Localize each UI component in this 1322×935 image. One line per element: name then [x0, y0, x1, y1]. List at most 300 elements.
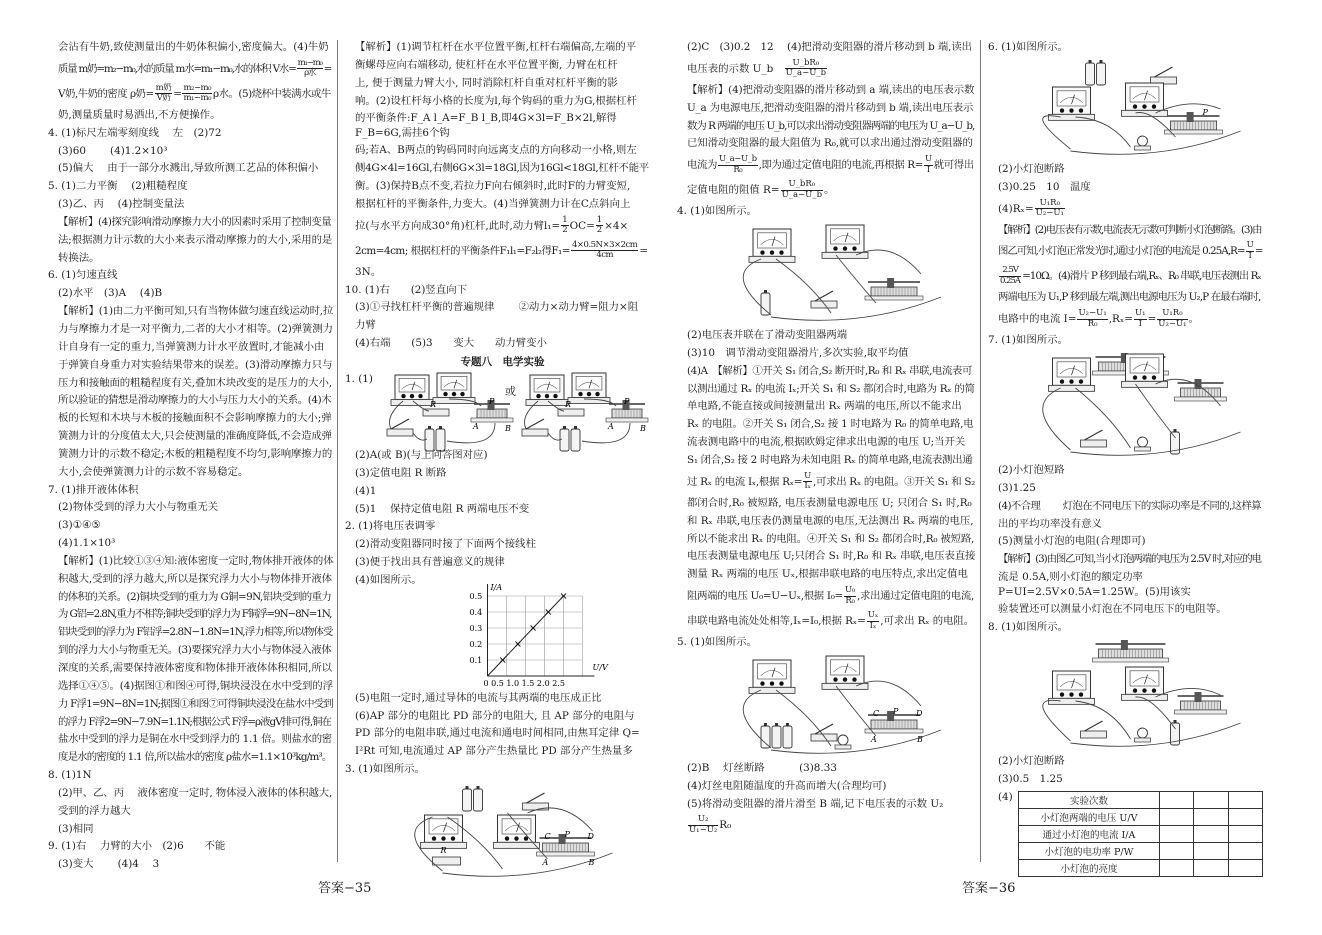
text-segment: (2)电压表并联在了滑动变阻器两端 [687, 329, 848, 342]
text-segment: = [323, 62, 332, 75]
text-line [58, 749, 333, 767]
denominator: ρ水 [304, 68, 316, 79]
text-segment: U_a 为电源电压,把滑动变阻器的滑片移动到 b 端,读出电压表示 [687, 101, 974, 114]
numerator: m₁−m₀ [297, 57, 322, 68]
question-answer-line [988, 619, 1263, 637]
numerator: 1 [562, 214, 568, 225]
text-segment: (5)电阻一定时,通过导体的电流与其两端的电压成正比 [355, 691, 602, 704]
text-segment: PD 部分的电阻串联,通过电流和通电时间相同,由焦耳定律 Q= [355, 727, 640, 740]
text-segment: (3)60 (4)1.2×10³ [58, 144, 168, 157]
numerator: U [924, 154, 932, 165]
fraction [867, 611, 880, 631]
diagram-label: A [608, 421, 614, 431]
text-line [998, 533, 1263, 551]
text-segment: 【解析】(1)比较①③④知:液体密度一定时,物体排开液体的体 [58, 554, 334, 567]
text-segment: 2. (1)将电压表调零 [345, 520, 436, 533]
text-segment: Rₓ 的电阻。②开关 S₁ 闭合,S₂ 接 1 时电路为 R₀ 的简单电路,电 [687, 418, 974, 431]
diagram-label: A [542, 857, 549, 867]
text-segment: 【解析】(2)电压表有示数,电流表无示数可判断小灯泡断路。(3)由 [998, 223, 1262, 236]
text-segment: 盐水中受到的浮力是铜在水中受到浮力的 1.1 倍。则盐水的密 [58, 733, 332, 746]
switch-icon [387, 419, 413, 436]
text-line [58, 642, 333, 660]
circuit-3-diagram [355, 779, 650, 883]
diagram-label: D [587, 831, 594, 841]
denominator: R₀ [1087, 318, 1098, 329]
diagram-label: R [440, 845, 447, 855]
text-segment: (3)0.25 10 温度 [998, 180, 1091, 193]
text-line [687, 513, 975, 531]
text-segment: 8. (1)如图所示。 [988, 620, 1068, 633]
text-segment: 深度的关系,需要保持液体密度和物体排开液体体积相同,所以 [58, 662, 332, 674]
voltmeter-icon [749, 229, 795, 262]
text-segment: ×4× [604, 219, 629, 232]
text-segment: 簧测力计的示数不稳定;木板的粗糙程度不均匀,影响摩擦力的 [58, 447, 333, 460]
column-divider [337, 40, 338, 862]
text-line [58, 714, 333, 732]
text-line [355, 501, 650, 519]
text-segment: 测量 Rₓ 两端的电压 Uₓ,根据串联电路的电压特点,求出定值电 [687, 568, 968, 581]
text-segment: (2)水平 (3)A (4)B [58, 287, 163, 300]
text-segment: 法;根据测力计示数的大小来表示滑动摩擦力的大小,采用的是 [58, 233, 333, 246]
row-header: 小灯泡两端的电压 U/V [1019, 808, 1160, 825]
question-answer-line [345, 518, 650, 536]
text-line [355, 465, 650, 483]
y-tick-label: 0.5 [469, 591, 483, 601]
numerator: U_bR₀ [785, 59, 827, 70]
diagram-label: P [564, 829, 570, 839]
page-35-column-2 [345, 39, 650, 883]
text-segment: 出的平均功率没有意义 [998, 517, 1102, 530]
text-line [58, 589, 333, 607]
text-line [687, 584, 975, 609]
empty-cell [1228, 859, 1262, 876]
text-line [58, 499, 333, 517]
wire [771, 730, 941, 753]
rheostat-icon [865, 278, 923, 300]
text-segment: V奶,牛奶的密度 ρ奶= [58, 87, 154, 100]
battery-icon [463, 786, 483, 811]
numerator: 2.5V [999, 266, 1021, 277]
text-line [687, 548, 975, 566]
text-line [58, 660, 333, 678]
text-line [58, 214, 333, 232]
text-segment: 转换法。 [58, 251, 100, 264]
question-answer-line [48, 767, 333, 785]
text-segment: (6)AP 部分的电阻比 PD 部分的电阻大, 且 AP 部分的电阻与 [355, 709, 635, 722]
diagram-label: B [917, 734, 923, 744]
text-line [998, 264, 1263, 289]
text-line [58, 624, 333, 642]
switch-icon [523, 793, 549, 810]
wire [1071, 131, 1241, 154]
text-segment: 的体积的关系。(2)铜块受到的重力为 G铜=9N,铝块受到的重力 [58, 590, 332, 603]
text-segment: 铝块受到的浮力为 F铝浮=2.8N−1.8N=1N,浮力相等,所以物体受 [58, 626, 333, 639]
text-segment: 【解析】(1)由二力平衡可知,只有当物体做匀速直线运动时,拉 [58, 305, 334, 318]
text-segment: (2)小灯泡断路 [998, 162, 1065, 175]
question-answer-line [988, 332, 1263, 350]
text-segment: (4)1 [355, 484, 377, 497]
text-segment: 过 Rₓ 的电流 Iₓ,根据 Rₓ= [687, 475, 803, 488]
text-segment: 图乙可知,小灯泡正常发光时,通过小灯泡的电流是 0.25A,R= [998, 245, 1245, 258]
text-line [58, 39, 333, 57]
empty-cell [1228, 791, 1262, 808]
numerator: U₁R₀ [1035, 199, 1065, 210]
text-segment: 6. (1)匀速直线 [48, 269, 118, 282]
text-segment: 电流为 [687, 159, 717, 172]
wire [1043, 388, 1071, 450]
light-bulb-icon [835, 735, 851, 749]
fraction [781, 180, 823, 200]
fraction [785, 59, 827, 79]
wire [528, 808, 593, 831]
text-line [687, 609, 975, 634]
text-line [355, 743, 650, 761]
text-line [687, 153, 975, 178]
column-divider [980, 40, 981, 862]
circuit-6-diagram [998, 57, 1263, 161]
table-row [1019, 808, 1263, 825]
denominator: I [1138, 318, 1142, 329]
text-line [58, 303, 333, 321]
text-segment: 数为 R 两端的电压 U_b,可以求出滑动变阻器两端的电压为 U_a−U_b, [687, 119, 975, 132]
text-line [998, 197, 1263, 222]
text-segment: 已知滑动变阻器的最大阻值为 R₀,就可以求出通过滑动变阻器的 [687, 137, 973, 150]
text-segment: 受到的浮力越大 [58, 804, 131, 817]
switch-icon [811, 724, 837, 741]
text-segment: 大小,会使弹簧测力计的示数不容易稳定。 [58, 465, 249, 478]
text-segment: 板的长短和木块与木板的接触面积不会影响摩擦力的大小;弹 [58, 412, 332, 425]
text-segment: (4)如图所示。 [355, 573, 422, 586]
wire [1043, 700, 1071, 741]
text-segment: (2)甲、乙、丙 液体密度一定时, 物体浸入液体的体积越大, [58, 786, 333, 799]
text-line [687, 118, 975, 136]
battery-icon [1086, 60, 1106, 85]
wire [836, 255, 876, 303]
wire [1076, 117, 1131, 147]
text-line [58, 196, 333, 214]
denominator: Iₓ [869, 620, 877, 631]
text-segment: 4. (1)如图所示。 [677, 205, 757, 218]
text-segment: (3)变大 (4)4 3 [58, 858, 160, 871]
rheostat-icon [1175, 692, 1227, 714]
text-line [355, 447, 650, 465]
text-segment: 会沾有牛奶,致使测量出的牛奶体积偏小,密度偏大。(4)牛奶 [58, 41, 329, 53]
text-segment: 侧4G×4l=16Gl,右侧6G×3l=18Gl,因为16Gl<18Gl,杠杆不能平 [355, 162, 649, 175]
empty-cell [1159, 791, 1193, 808]
figure-circuit-7 [998, 350, 1263, 462]
text-line [687, 452, 975, 470]
text-segment: 都闭合时,R₀ 被短路, 电压表测量电源电压 U; 只闭合 S₁ 时,R₀ [687, 496, 972, 509]
numerator: m₂−m₀ [183, 82, 212, 93]
fraction [688, 815, 718, 835]
numerator: U [804, 470, 812, 481]
text-line [58, 285, 333, 303]
text-segment: 的平衡条件:F_A l_A=F_B l_B,即4G×3l=F_B×2l,解得F_B=6G,需挂6个钩 [355, 112, 617, 140]
fraction [1246, 241, 1254, 261]
resistor-icon [558, 409, 584, 416]
numerator: U_a−U_b [718, 154, 757, 165]
text-segment: 计自身有一定的重力,当弹簧测力计水平放置时,才能减小由 [58, 340, 325, 353]
figure-circuit-8 [998, 637, 1263, 753]
text-line [355, 483, 650, 501]
text-line [355, 196, 650, 214]
text-line [998, 307, 1263, 332]
text-line [687, 178, 975, 203]
table-row [1019, 791, 1263, 808]
table-row [1019, 825, 1263, 842]
text-line [355, 335, 650, 353]
text-segment: 所以不能求出 Rₓ 的电阻。④开关 S₁ 和 S₂ 都闭合时,R₀ 被短路, [687, 532, 975, 545]
text-segment: 10. (1)右 (2)竖直向下 [345, 283, 467, 296]
page-number-left: 答案−35 [318, 881, 372, 896]
battery-icon [761, 290, 770, 315]
text-segment: 响。(2)设杠杆每小格的长度为l,每个钩码的重力为G,根据杠杆 [355, 94, 637, 107]
text-segment: 码;若A、B两点的钩码同时向远离支点的方向移动一小格,则左 [355, 144, 637, 157]
text-segment: OC= [569, 219, 595, 232]
page-number-right: 答案−36 [962, 881, 1016, 896]
empty-cell [1228, 842, 1262, 859]
text-line [998, 462, 1263, 480]
text-line [58, 856, 333, 874]
text-line [58, 535, 333, 553]
text-line [687, 345, 975, 363]
denominator: I [926, 164, 930, 175]
question-answer-line [345, 282, 650, 300]
text-segment: 衡螺母应向右端移动, 使杠杆在水平位置平衡, 力臂在杠杆 [355, 58, 618, 71]
text-segment: 7. (1)排开液体体积 [48, 483, 139, 496]
text-line [687, 495, 975, 513]
text-line [687, 778, 975, 796]
fraction [1077, 309, 1107, 329]
text-segment: 【解析】(4)把滑动变阻器的滑片移动到 a 端,读出的电压表示数 [687, 83, 975, 96]
text-line [998, 179, 1263, 197]
text-line [58, 464, 333, 482]
text-line [687, 381, 975, 399]
text-line [58, 785, 333, 803]
question-answer-line [677, 203, 975, 221]
question-number: 1. (1) [345, 372, 373, 385]
text-segment: 流表测电路中的电流,根据欧姆定律求出电源的电压 U;当开关 [687, 436, 966, 449]
text-line [355, 690, 650, 708]
resistor-icon [433, 857, 461, 865]
text-line [355, 239, 650, 264]
text-line [998, 551, 1263, 569]
page-35-column-1 [48, 39, 334, 874]
text-line [58, 696, 333, 714]
figure-circuit-3 [355, 779, 650, 883]
fraction [182, 84, 212, 104]
ammeter-icon [1122, 667, 1168, 700]
text-segment: (3)乙、丙 (4)控制变量法 [58, 198, 185, 211]
denominator: Iₓ [804, 481, 811, 492]
circuit-5-diagram [687, 652, 975, 760]
text-line [355, 39, 650, 57]
text-segment: 8. (1)1N [48, 769, 92, 782]
text-segment: (3)定值电阻 R 断路 [355, 466, 447, 479]
text-line [687, 57, 975, 82]
text-line [355, 178, 650, 196]
text-line [687, 363, 975, 381]
denominator: 2 [596, 225, 603, 236]
text-line [58, 606, 333, 624]
empty-cell [1159, 859, 1193, 876]
diagram-label: R [565, 399, 572, 409]
light-bulb-icon [1135, 136, 1151, 150]
diagram-label: B [505, 423, 511, 433]
text-line [58, 571, 333, 589]
text-segment: 电路中的电流 I= [998, 313, 1077, 326]
page-36-column-2 [988, 39, 1263, 883]
text-line [687, 434, 975, 452]
numerator: U [1246, 240, 1253, 251]
denominator: R₀ [733, 164, 743, 175]
text-segment: (2)C (3)0.2 12 (4)把滑动变阻器的滑片移动到 b 端,读出 [687, 41, 972, 53]
text-segment: ,即为通过定值电阻的电流,再根据 R= [758, 159, 923, 172]
text-line [998, 289, 1263, 307]
x-tick-labels: 0 0.5 1.0 1.5 2.0 2.5 [483, 678, 565, 688]
numerator: U₁ [1134, 308, 1146, 319]
text-line [355, 708, 650, 726]
text-line [998, 771, 1263, 789]
wire [771, 297, 941, 320]
empty-cell [1194, 808, 1228, 825]
figure-circuit-5 [687, 652, 975, 760]
empty-cell [1194, 859, 1228, 876]
text-line [58, 321, 333, 339]
text-segment: 力 F浮1=9N−8N=1N;据图①和图⑦可得铜块浸没在盐水中受到 [58, 697, 333, 710]
fraction [844, 586, 856, 606]
text-segment: 积越大,受到的浮力越大,所以是探究浮力大小与物体排开液体 [58, 572, 332, 585]
text-line [687, 813, 975, 838]
text-segment: 流是 0.5A,则小灯泡的额定功率 P=UI=2.5V×0.5A=1.25W。(5)用该实 [998, 571, 1191, 599]
text-segment: (3)相同 [58, 822, 94, 835]
light-bulb-icon [1135, 437, 1151, 451]
text-line [58, 82, 333, 107]
experiment-record-table [1018, 791, 1263, 877]
text-segment: (4)Rₓ= [998, 202, 1034, 215]
figure-circuit-4 [687, 221, 975, 327]
denominator: 4cm [596, 250, 614, 261]
text-segment: 。 [824, 184, 835, 197]
text-segment: 9. (1)右 力臂的大小 (2)6 不能 [48, 840, 226, 853]
fraction [571, 241, 638, 261]
wire [1076, 388, 1131, 448]
voltmeter-icon [1049, 358, 1095, 391]
text-segment: = [1254, 245, 1263, 258]
text-segment: (5)将滑动变阻器的滑片滑至 B 端,记下电压表的示数 U₂ [687, 797, 944, 810]
text-line [355, 317, 650, 335]
page-36-column-1 [677, 39, 976, 838]
text-segment: (2)物体受到的浮力大小与物重无关 [58, 501, 219, 514]
y-tick-label: 0.3 [469, 623, 483, 633]
text-segment: (4)右端 (5)3 变大 动力臂变小 [355, 337, 547, 350]
empty-cell [1159, 825, 1193, 842]
text-segment: (5)1 保持定值电阻 R 两端电压不变 [355, 502, 530, 515]
row-header: 小灯泡的电功率 P/W [1019, 842, 1160, 859]
text-line [687, 470, 975, 495]
text-line [998, 498, 1263, 516]
text-segment: ,可求出 Rₓ 的电阻。③开关 S₁ 和 S₂ [813, 475, 976, 488]
denominator: m₁−m₀ [183, 93, 212, 104]
circuit-4-diagram [687, 221, 975, 327]
voltmeter-icon [1049, 671, 1095, 704]
text-line [355, 75, 650, 93]
denominator: 2 [562, 225, 568, 236]
text-segment: (2)滑动变阻器同时接了下面两个接线柱 [355, 538, 536, 551]
text-segment: (3)便于找出具有普遍意义的规律 [355, 556, 505, 569]
text-line [58, 803, 333, 821]
rheostat-icon [1165, 112, 1223, 134]
figure-circuit-pair [345, 371, 650, 447]
empty-cell [1159, 842, 1193, 859]
question-answer-line [48, 482, 333, 500]
text-line [58, 160, 333, 178]
text-line [58, 392, 333, 410]
text-segment: 5. (1)如图所示。 [677, 636, 757, 649]
y-tick-label: 0.4 [469, 607, 483, 617]
fraction [718, 155, 758, 175]
numerator: U₂−U₁ [1078, 308, 1107, 319]
text-line [58, 232, 333, 250]
text-segment: 3. (1)如图所示。 [345, 763, 425, 776]
circuit-pair-diagram [355, 371, 650, 447]
denominator: U_a−U_b [785, 68, 827, 79]
text-line [355, 160, 650, 178]
text-segment: 于弹簧自身重力对实验结果带来的误差。(3)滑动摩擦力只与 [58, 358, 333, 371]
text-line [687, 760, 975, 778]
text-line [998, 516, 1263, 534]
text-segment: 。 [1188, 313, 1199, 326]
fraction [1157, 309, 1187, 329]
empty-cell [1194, 825, 1228, 842]
diagram-label: D [916, 708, 923, 718]
text-segment: (3)10 调节滑动变阻器滑片,多次实验,取平均值 [687, 346, 909, 359]
text-segment: 5. (1)二力平衡 (2)粗糙程度 [48, 180, 188, 193]
text-line [355, 142, 650, 160]
empty-cell [1159, 808, 1193, 825]
text-segment: ρ水。(5)烧杯中装满水或牛 [213, 87, 331, 100]
empty-cell [1228, 808, 1262, 825]
text-segment: (3)①④⑤ [58, 519, 101, 532]
question-answer-line [48, 838, 333, 856]
empty-cell [1228, 825, 1262, 842]
text-segment: ,Rₓ= [1108, 313, 1133, 326]
wire [443, 853, 613, 876]
text-line [355, 264, 650, 282]
text-segment: 选择①④⑤。(4)据图①和图④可得,铜块浸没在水中受到的浮 [58, 679, 333, 692]
text-segment: 4. (1)标尺左端零刻度线 左 (2)72 [48, 126, 222, 139]
numerator: Uₓ [867, 610, 879, 621]
text-line [687, 39, 975, 57]
y-axis-label: I/A [490, 582, 503, 592]
numerator: U₂ [688, 815, 718, 826]
text-line [355, 536, 650, 554]
fraction [999, 266, 1021, 286]
denominator: 0.25A [1000, 275, 1021, 286]
text-line [687, 416, 975, 434]
wire [1136, 384, 1176, 438]
text-line [58, 339, 333, 357]
fraction [155, 84, 173, 104]
diagram-label: B [640, 423, 646, 433]
question-answer-line [677, 634, 975, 652]
text-segment: 就可得出 [933, 159, 974, 172]
fraction [924, 155, 933, 175]
text-segment: 电压表的示数 U_b [687, 62, 784, 75]
text-segment: 根据杠杆的平衡条件,力变大。(4)当弹簧测力计在C点斜向上 [355, 197, 631, 210]
text-line [998, 569, 1263, 601]
resistor-icon [423, 409, 449, 416]
